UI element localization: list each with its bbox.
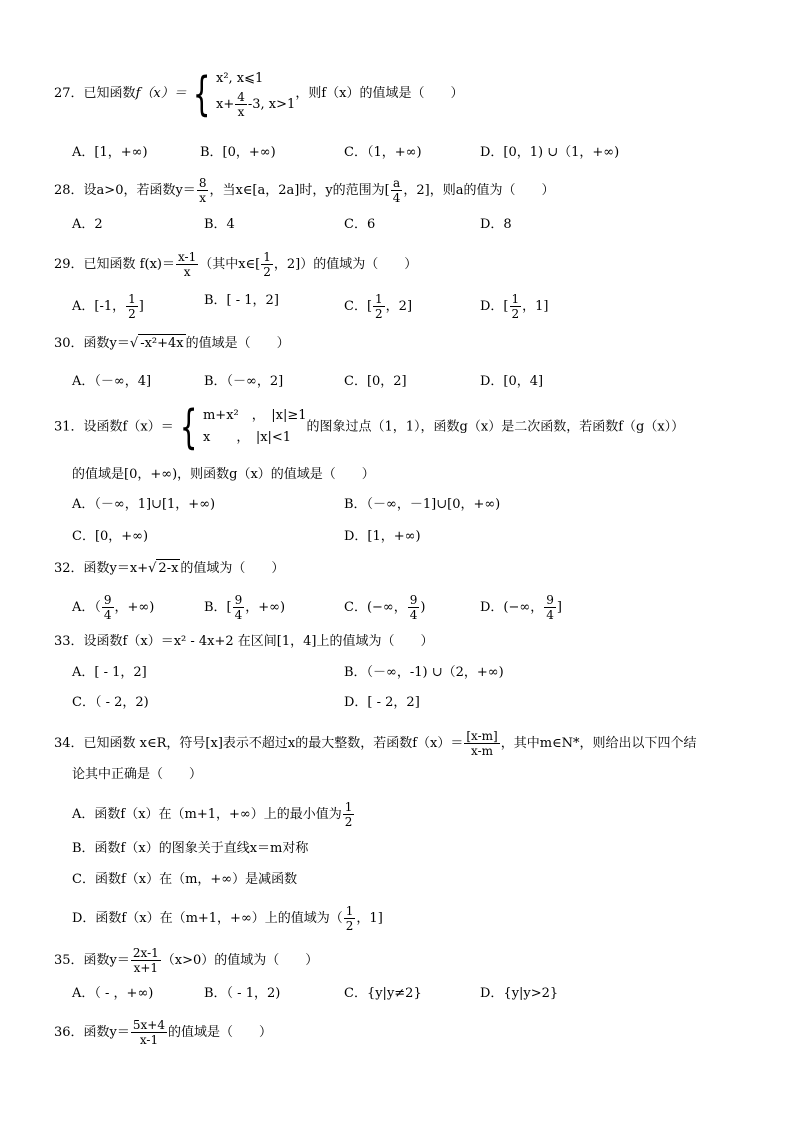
question-text: 已知函数 f(x)＝	[83, 257, 175, 272]
option-c[interactable]	[344, 292, 412, 321]
fraction	[344, 904, 356, 933]
question-text: 函数y＝	[83, 1025, 130, 1040]
denominator: x-1	[139, 1033, 159, 1047]
question-text: 函数y＝x+	[83, 561, 149, 576]
denominator: 4	[234, 608, 243, 622]
option-a[interactable]	[72, 800, 355, 829]
numerator: 8	[198, 176, 207, 190]
question-27	[54, 68, 463, 119]
case-2-b: -3, x>1	[247, 97, 296, 112]
option-b[interactable]: B．（－∞，-1) ∪（2，+∞)	[344, 665, 504, 680]
question-text-end: 的值域为（ ）	[180, 561, 285, 576]
fraction	[408, 593, 420, 622]
question-text: 设函数f（x）＝	[83, 419, 174, 435]
numerator: 1	[375, 292, 383, 306]
question-text-line2: 论其中正确是（ ）	[72, 767, 203, 782]
numerator: 1	[128, 292, 136, 306]
numerator: 2x-1	[132, 946, 159, 960]
question-text-end: （x>0）的值域为（ ）	[161, 953, 319, 968]
case-2	[216, 90, 295, 119]
numerator: 1	[263, 250, 271, 264]
denominator: 2	[345, 919, 354, 933]
option-d[interactable]	[72, 904, 383, 933]
question-text-end: 的值域是（ ）	[185, 336, 290, 351]
option-c[interactable]: C．（1，+∞)	[344, 145, 422, 160]
option-a[interactable]: A．（－∞，4]	[72, 374, 152, 389]
question-31-line2	[72, 466, 375, 484]
numerator: [x-m]	[466, 729, 498, 743]
denominator: x	[237, 105, 245, 119]
option-c[interactable]	[72, 871, 297, 889]
question-text: 函数y＝	[83, 953, 130, 968]
fraction	[391, 176, 403, 205]
question-text: 设函数f（x）＝x² - 4x+2 在区间[1，4]上的值域为（ ）	[83, 634, 434, 649]
piecewise-cases	[216, 68, 295, 119]
option-a[interactable]: A．[ - 1，2]	[72, 665, 147, 680]
fraction	[510, 292, 522, 321]
option-c-post: )	[420, 600, 426, 615]
question-text-end: ，则f（x）的值域是（ ）	[295, 86, 464, 101]
option-b-post: ，+∞)	[245, 600, 286, 615]
question-text-end: ，其中m∈N*，则给出以下四个结	[500, 736, 697, 751]
left-brace: {	[179, 400, 198, 454]
function-label: f（x）＝	[135, 86, 187, 101]
question-number: 36．	[54, 1025, 84, 1040]
fraction	[102, 593, 114, 622]
option-a-post: ]	[138, 299, 144, 314]
option-c-pre: C．(−∞，	[344, 600, 407, 615]
radical-sign: √	[129, 336, 139, 351]
fraction	[176, 250, 198, 279]
option-d-pre: D．[	[480, 299, 509, 314]
question-number: 31．	[54, 419, 84, 435]
denominator: 2	[344, 815, 353, 829]
denominator: 4	[103, 608, 112, 622]
option-a-pre: A．[-1，	[72, 299, 126, 314]
question-text-end: ，2]，则a的值为（ ）	[403, 183, 555, 198]
numerator: 4	[237, 90, 245, 104]
question-34-line2	[72, 766, 202, 784]
radicand: -x²+4x	[140, 336, 184, 351]
numerator: 5x+4	[132, 1018, 165, 1032]
numerator: 9	[234, 593, 243, 607]
fraction	[126, 292, 138, 321]
radical-sign: √	[148, 561, 157, 576]
option-b-text: B．函数f（x）的图象关于直线x＝m对称	[72, 841, 309, 856]
option-a[interactable]	[72, 593, 154, 622]
option-c[interactable]: C．6	[344, 217, 376, 232]
option-d-text: D．函数f（x）在（m+1，+∞）上的值域为（	[72, 911, 343, 926]
piecewise-cases	[203, 405, 307, 449]
option-b-pre: B．[	[204, 600, 232, 615]
denominator: x+1	[133, 961, 159, 975]
option-d-post: ，1]	[356, 911, 383, 926]
option-c[interactable]: C．[0，+∞)	[72, 529, 149, 544]
fraction	[343, 800, 355, 829]
fraction	[544, 593, 556, 622]
question-number: 29．	[54, 257, 84, 272]
question-number: 30．	[54, 336, 84, 351]
option-d-post: ]	[556, 600, 562, 615]
option-a[interactable]: A．（ - ，+∞)	[72, 986, 154, 1001]
question-35	[54, 946, 318, 975]
numerator: a	[392, 176, 401, 190]
question-31	[54, 400, 685, 454]
numerator: 1	[345, 904, 354, 918]
numerator: 9	[409, 593, 418, 607]
option-b[interactable]	[204, 593, 285, 622]
option-a[interactable]: A．2	[72, 217, 103, 232]
option-d[interactable]: D．8	[480, 217, 512, 232]
option-b[interactable]: B．（－∞，2]	[204, 374, 284, 389]
numerator: 1	[511, 292, 520, 306]
question-text: 已知函数	[83, 86, 136, 101]
question-text: 函数y＝	[83, 336, 130, 351]
denominator: 2	[128, 307, 136, 321]
question-32	[54, 559, 284, 578]
fraction	[131, 946, 161, 975]
question-text-line2: 的值域是[0，+∞)，则函数g（x）的值域是（ ）	[72, 467, 375, 482]
option-c-text: C．函数f（x）在（m，+∞）是减函数	[72, 872, 298, 887]
fraction	[197, 176, 209, 205]
option-a[interactable]: A．（－∞，1]∪[1，+∞)	[72, 497, 216, 512]
option-d[interactable]: D．[1，+∞)	[344, 529, 421, 544]
question-28	[54, 176, 554, 205]
question-text-mid: ，当x∈[a，2a]时，y的范围为[	[209, 183, 390, 198]
option-b[interactable]: B．[0，+∞)	[200, 145, 276, 160]
option-c[interactable]: C．[0，2]	[344, 374, 407, 389]
denominator: x	[183, 265, 191, 279]
option-d[interactable]: D．{y|y>2}	[480, 986, 559, 1001]
option-c-post: ，2]	[385, 299, 413, 314]
question-34	[54, 729, 697, 758]
denominator: 4	[392, 191, 401, 205]
question-number: 34．	[54, 736, 84, 751]
option-c[interactable]: C．（ - 2，2)	[72, 695, 149, 710]
fraction	[235, 90, 247, 119]
case-2-a: x+	[216, 97, 235, 112]
question-text-mid: （其中x∈[	[199, 257, 261, 272]
question-33	[54, 633, 433, 651]
fraction	[131, 1018, 167, 1047]
numerator: 9	[103, 593, 112, 607]
option-c-pre: C．[	[344, 299, 373, 314]
option-b[interactable]: B．[ - 1，2]	[204, 293, 279, 308]
denominator: 2	[263, 265, 271, 279]
fraction	[464, 729, 499, 758]
case-2: x ， |x|<1	[202, 430, 292, 445]
option-d[interactable]: D．[0，1) ∪（1，+∞)	[480, 145, 620, 160]
question-number: 33．	[54, 634, 84, 649]
question-text-end: 的图象过点（1，1），函数g（x）是二次函数，若函数f（g（x））	[306, 419, 685, 435]
case-1: m+x² ， |x|≥1	[202, 408, 307, 423]
question-number: 32．	[54, 561, 84, 576]
denominator: x	[199, 191, 207, 205]
option-c[interactable]	[344, 593, 425, 622]
denominator: 4	[409, 608, 418, 622]
option-a-post: ，+∞)	[114, 600, 155, 615]
question-text-end: ，2]）的值域为（ ）	[273, 257, 418, 272]
option-d-pre: D．(−∞，	[480, 600, 544, 615]
question-text: 已知函数 x∈R，符号[x]表示不超过x的最大整数，若函数f（x）＝	[83, 736, 464, 751]
fraction	[373, 292, 385, 321]
case-1: x², x⩽1	[216, 71, 264, 86]
option-b[interactable]: B．（－∞，－1]∪[0，+∞)	[344, 497, 501, 512]
option-d[interactable]	[480, 593, 562, 622]
numerator: x-1	[177, 250, 197, 264]
question-number: 28．	[54, 183, 84, 198]
question-text: 设a>0，若函数y＝	[83, 183, 196, 198]
option-b[interactable]: B．4	[204, 217, 235, 232]
option-d[interactable]	[480, 292, 548, 321]
question-number: 35．	[54, 953, 84, 968]
question-30	[54, 334, 290, 353]
denominator: 4	[546, 608, 554, 622]
denominator: 2	[375, 307, 383, 321]
question-text-end: 的值域是（ ）	[168, 1025, 273, 1040]
option-a-pre: A．（	[72, 600, 101, 615]
denominator: 2	[511, 307, 520, 321]
option-b[interactable]	[72, 840, 308, 858]
left-brace: {	[192, 66, 211, 121]
question-36	[54, 1018, 272, 1047]
option-c[interactable]: C．{y|y≠2}	[344, 986, 422, 1001]
question-number: 27．	[54, 86, 84, 101]
numerator: 1	[344, 800, 353, 814]
numerator: 9	[546, 593, 554, 607]
option-a[interactable]	[72, 292, 144, 321]
question-29	[54, 250, 417, 279]
radicand: 2-x	[158, 561, 179, 576]
fraction	[261, 250, 273, 279]
option-d[interactable]: D．[0，4]	[480, 374, 544, 389]
option-a[interactable]: A．[1，+∞)	[72, 145, 148, 160]
option-d-post: ，1]	[522, 299, 549, 314]
option-d[interactable]: D．[ - 2，2]	[344, 695, 420, 710]
denominator: x-m	[471, 744, 494, 758]
option-b[interactable]: B．（ - 1，2)	[204, 986, 281, 1001]
fraction	[233, 593, 245, 622]
option-a-text: A．函数f（x）在（m+1，+∞）上的最小值为	[72, 807, 342, 822]
